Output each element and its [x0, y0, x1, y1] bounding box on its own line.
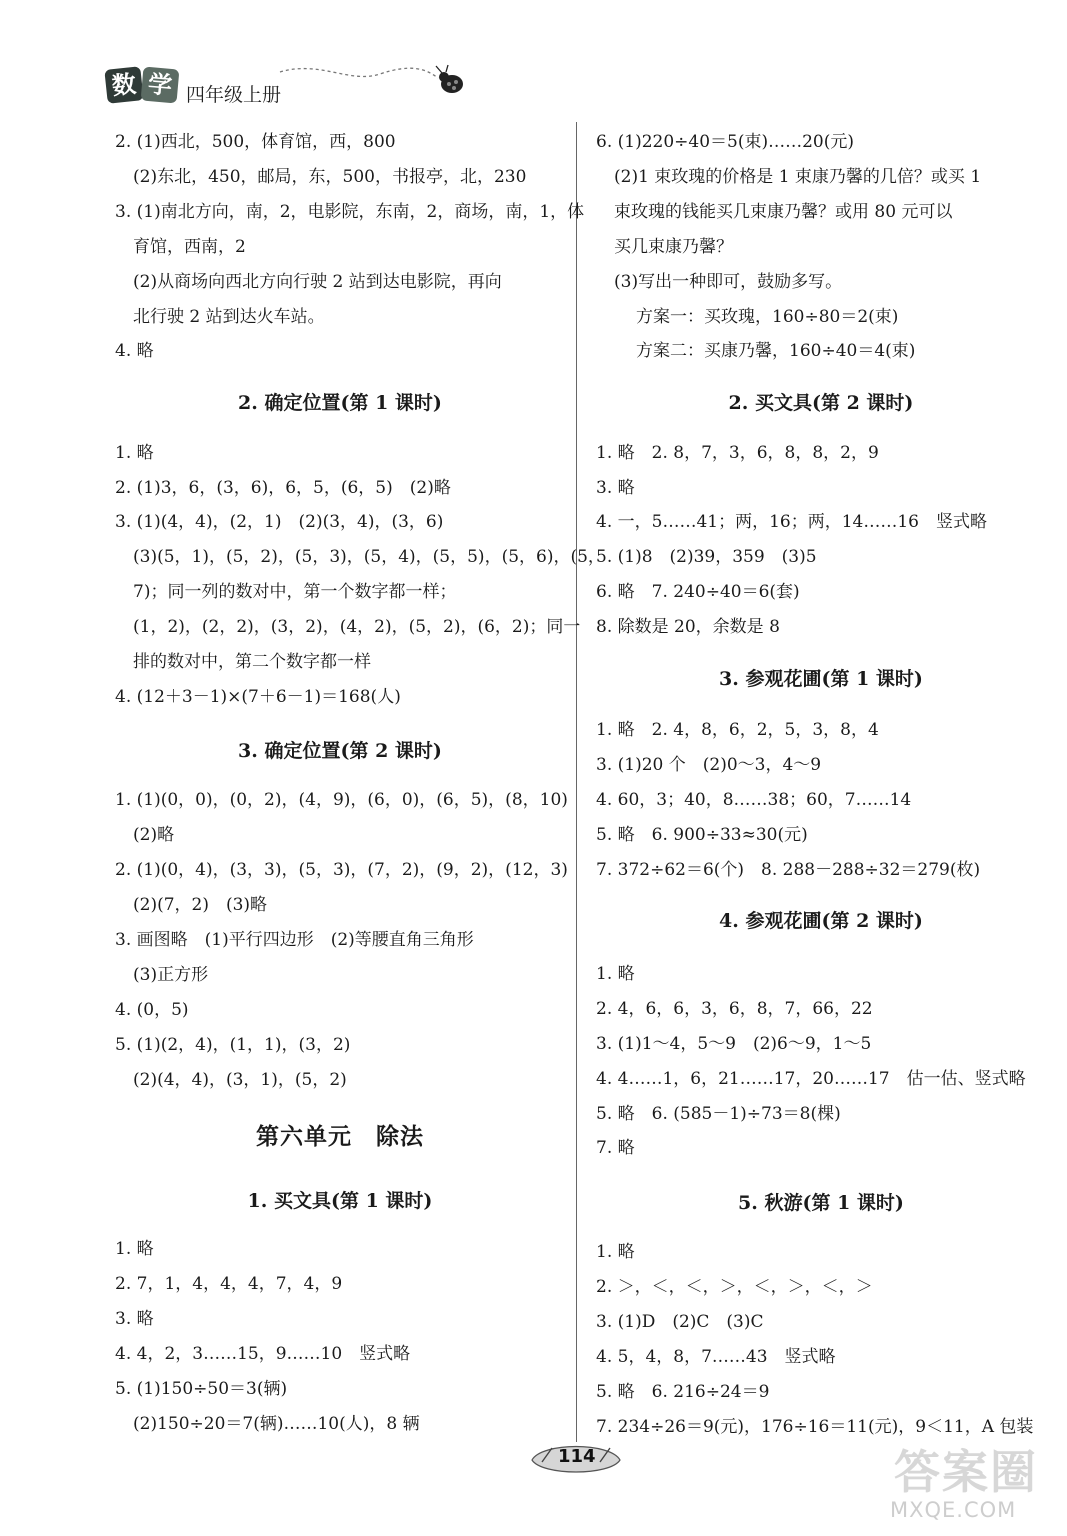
page-number-badge [528, 1436, 624, 1480]
answer-line: 4. 4……1，6，21……17，20……17 估一估、竖式略 [596, 1069, 1026, 1089]
answer-line: 2. 4，6，6，3，6，8，7，66，22 [596, 999, 873, 1019]
section-heading: 4. 参观花圃(第 2 课时) [719, 910, 923, 932]
answer-line: 3. 略 [596, 478, 635, 498]
watermark-logo-text: 答案圈 [894, 1445, 1038, 1499]
section-heading: 3. 参观花圃(第 1 课时) [719, 668, 923, 690]
answer-line: 3. 画图略 (1)平行四边形 (2)等腰直角三角形 [115, 930, 474, 950]
answer-line: 4. 60，3；40，8……38；60，7……14 [596, 790, 912, 810]
page-header [100, 62, 400, 112]
answer-line: (2)150÷20＝7(辆)……10(人)，8 辆 [133, 1414, 420, 1434]
answer-line: (3)写出一种即可，鼓励多写。 [614, 272, 843, 292]
answer-line: 3. (1)1～4，5～9 (2)6～9，1～5 [596, 1034, 872, 1054]
answer-line: 5. 略 6. (585－1)÷73＝8(棵) [596, 1104, 841, 1124]
answer-line: 1. 略 [115, 1239, 154, 1259]
answer-line: 4. 4，2，3……15，9……10 竖式略 [115, 1344, 411, 1364]
answer-line: (3)正方形 [133, 965, 209, 985]
answer-line: 7. 234÷26＝9(元)，176÷16＝11(元)，9＜11，A 包装 [596, 1417, 1034, 1437]
section-heading: 2. 买文具(第 2 课时) [728, 392, 914, 414]
answer-line: 4. (0，5) [115, 1000, 189, 1020]
answer-line: 2. 7，1，4，4，4，7，4，9 [115, 1274, 343, 1294]
ladybug-icon [436, 65, 463, 93]
answer-line: 1. (1)(0，0)，(0，2)，(4，9)，(6，0)，(6，5)，(8，10) [115, 790, 568, 810]
answer-line: 育馆，西南，2 [133, 237, 246, 257]
answer-line: (2)从商场向西北方向行驶 2 站到达电影院，再向 [133, 272, 502, 292]
watermark-url: MXQE.COM [890, 1498, 1017, 1522]
answer-line: (3)(5，1)，(5，2)，(5，3)，(5，4)，(5，5)，(5，6)，(5， [133, 547, 605, 567]
answer-line: 3. (1)(4，4)，(2，1) (2)(3，4)，(3，6) [115, 512, 444, 532]
unit-heading: 第六单元 除法 [256, 1123, 424, 1150]
answer-line: 3. (1)20 个 (2)0～3，4～9 [596, 755, 822, 775]
answer-line: 3. (1)南北方向，南，2，电影院，东南，2，商场，南，1，体 [115, 202, 585, 222]
subject-badge-2: 学 [141, 66, 180, 103]
answer-line: 5. (1)(2，4)，(1，1)，(3，2) [115, 1035, 351, 1055]
answer-line: (2)东北，450，邮局，东，500，书报亭，北，230 [133, 167, 527, 187]
answer-line: (2)(7，2) (3)略 [133, 895, 268, 915]
answer-line: 买几束康乃馨？ [614, 237, 733, 257]
answer-line: 3. 略 [115, 1309, 154, 1329]
answer-line: 2. (1)3，6，(3，6)，6，5，(6，5) (2)略 [115, 478, 451, 498]
answer-line: 7)；同一列的数对中，第一个数字都一样； [133, 582, 457, 602]
answer-line: 2. (1)(0，4)，(3，3)，(5，3)，(7，2)，(9，2)，(12，3) [115, 860, 568, 880]
answer-line: 5. 略 6. 900÷33≈30(元) [596, 825, 808, 845]
answer-line: 1. 略 2. 4，8，6，2，5，3，8，4 [596, 720, 879, 740]
answer-line: (2)1 束玫瑰的价格是 1 束康乃馨的几倍？或买 1 [614, 167, 982, 187]
answer-line: 4. 5，4，8，7……43 竖式略 [596, 1347, 836, 1367]
answer-line: 6. (1)220÷40＝5(束)……20(元) [596, 132, 855, 152]
answer-line: 2. (1)西北，500，体育馆，西，800 [115, 132, 396, 152]
dotted-path-decoration [180, 62, 470, 112]
answer-line: (2)(4，4)，(3，1)，(5，2) [133, 1070, 347, 1090]
answer-line: 1. 略 2. 8，7，3，6，8，8，2，9 [596, 443, 879, 463]
answer-line: 8. 除数是 20，余数是 8 [596, 617, 780, 637]
answer-line: 5. (1)150÷50＝3(辆) [115, 1379, 288, 1399]
page-number: 114 [558, 1446, 596, 1467]
answer-line: 1. 略 [596, 1242, 635, 1262]
column-divider [576, 122, 577, 1442]
answer-line: 4. 一，5……41；两，16；两，14……16 竖式略 [596, 512, 987, 532]
grade-label: 四年级上册 [186, 84, 282, 106]
answer-line: (2)略 [133, 825, 175, 845]
answer-line: 1. 略 [115, 443, 154, 463]
watermark [880, 1432, 1060, 1532]
subject-badge-1: 数 [104, 66, 143, 104]
answer-line: 7. 372÷62＝6(个) 8. 288－288÷32＝279(枚) [596, 860, 981, 880]
answer-line: (1，2)，(2，2)，(3，2)，(4，2)，(5，2)，(6，2)；同一 [133, 617, 581, 637]
answer-line: 5. (1)8 (2)39，359 (3)5 [596, 547, 817, 567]
answer-line: 北行驶 2 站到达火车站。 [133, 307, 325, 327]
answer-line: 1. 略 [596, 964, 635, 984]
answer-line: 5. 略 6. 216÷24＝9 [596, 1382, 770, 1402]
answer-line: 方案一：买玫瑰，160÷80＝2(束) [636, 307, 899, 327]
answer-line: 3. (1)D (2)C (3)C [596, 1312, 764, 1332]
answer-line: 4. 略 [115, 341, 154, 361]
section-heading: 3. 确定位置(第 2 课时) [238, 740, 442, 762]
answer-line: 4. (12＋3－1)×(7＋6－1)＝168(人) [115, 687, 401, 707]
answer-line: 6. 略 7. 240÷40＝6(套) [596, 582, 800, 602]
answer-line: 2. ＞，＜，＜，＞，＜，＞，＜，＞ [596, 1277, 873, 1297]
section-heading: 2. 确定位置(第 1 课时) [238, 392, 442, 414]
section-heading: 1. 买文具(第 1 课时) [247, 1190, 433, 1212]
section-heading: 5. 秋游(第 1 课时) [738, 1192, 904, 1214]
answer-line: 束玫瑰的钱能买几束康乃馨？或用 80 元可以 [614, 202, 953, 222]
answer-line: 方案二：买康乃馨，160÷40＝4(束) [636, 341, 916, 361]
answer-line: 7. 略 [596, 1138, 635, 1158]
answer-line: 排的数对中，第二个数字都一样 [133, 652, 371, 672]
